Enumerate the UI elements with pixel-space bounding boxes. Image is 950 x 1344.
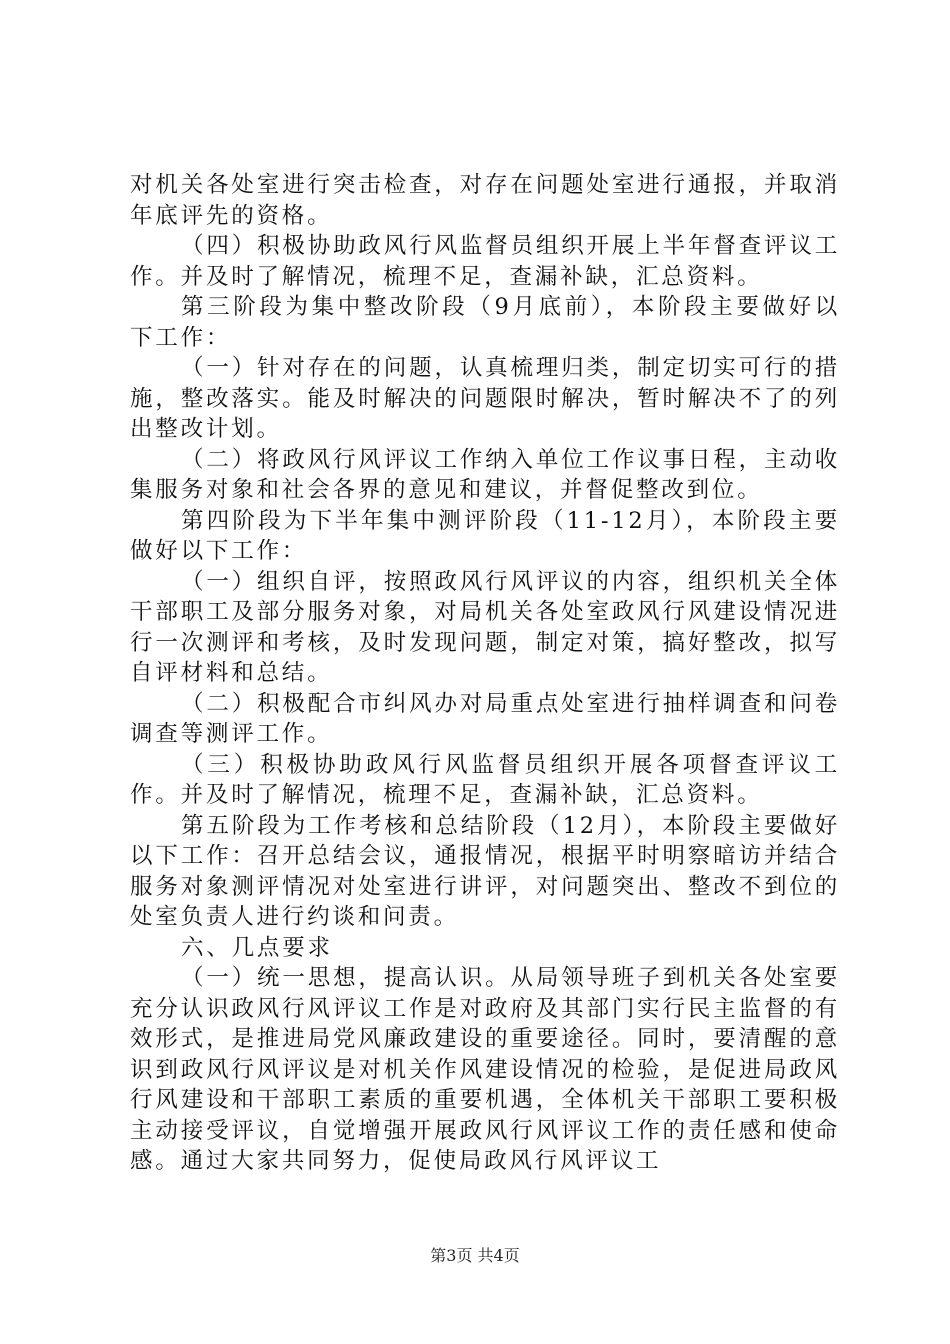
paragraph: （一）针对存在的问题，认真梳理归类，制定切实可行的措施，整改落实。能及时解决的问题限时解决，暂时解决不了的列出整改计划。: [130, 355, 840, 442]
paragraph: （四）积极协助政风行风监督员组织开展上半年督查评议工作。并及时了解情况，梳理不足，查漏补缺，汇总资料。: [130, 233, 840, 290]
paragraph: 第三阶段为集中整改阶段（9月底前），本阶段主要做好以下工作：: [130, 294, 840, 351]
paragraph: （一）统一思想，提高认识。从局领导班子到机关各处室要充分认识政风行风评议工作是对政府及其部门实行民主监督的有效形式，是推进局党风廉政建设的重要途径。同时，要清醒的意识到政风行风评议是对机关作风建设情况的检验，是促进局政风行风建设和干部职工素质的重要机遇，全体机关干部职工要积极主动接受评议，自觉增强开展政风行风评议工作的责任感和使命感。通过大家共同努力，促使局政风行风评议工: [130, 965, 840, 1174]
paragraph: 对机关各处室进行突击检查，对存在问题处室进行通报，并取消年底评先的资格。: [130, 172, 840, 229]
page-number-footer: 第3页 共4页: [430, 1246, 520, 1265]
paragraph: （二）积极配合市纠风办对局重点处室进行抽样调查和问卷调查等测评工作。: [130, 690, 840, 747]
paragraph: 六、几点要求: [181, 934, 333, 961]
paragraph: （一）组织自评，按照政风行风评议的内容，组织机关全体干部职工及部分服务对象，对局机关各处室政风行风建设情况进行一次测评和考核，及时发现问题，制定对策，搞好整改，拟写自评材料和总结。: [130, 568, 840, 686]
paragraph: 第四阶段为下半年集中测评阶段（11-12月），本阶段主要做好以下工作：: [130, 507, 840, 564]
paragraph: （三）积极协助政风行风监督员组织开展各项督查评议工作。并及时了解情况，梳理不足，查漏补缺，汇总资料。: [130, 751, 840, 808]
paragraph: 第五阶段为工作考核和总结阶段（12月），本阶段主要做好以下工作：召开总结会议，通报情况，根据平时明察暗访并结合服务对象测评情况对处室进行讲评，对问题突出、整改不到位的处室负责人进行约谈和问责。: [130, 812, 840, 930]
document-body: [130, 170, 840, 1177]
paragraph: （二）将政风行风评议工作纳入单位工作议事日程，主动收集服务对象和社会各界的意见和建议，并督促整改到位。: [130, 446, 840, 503]
